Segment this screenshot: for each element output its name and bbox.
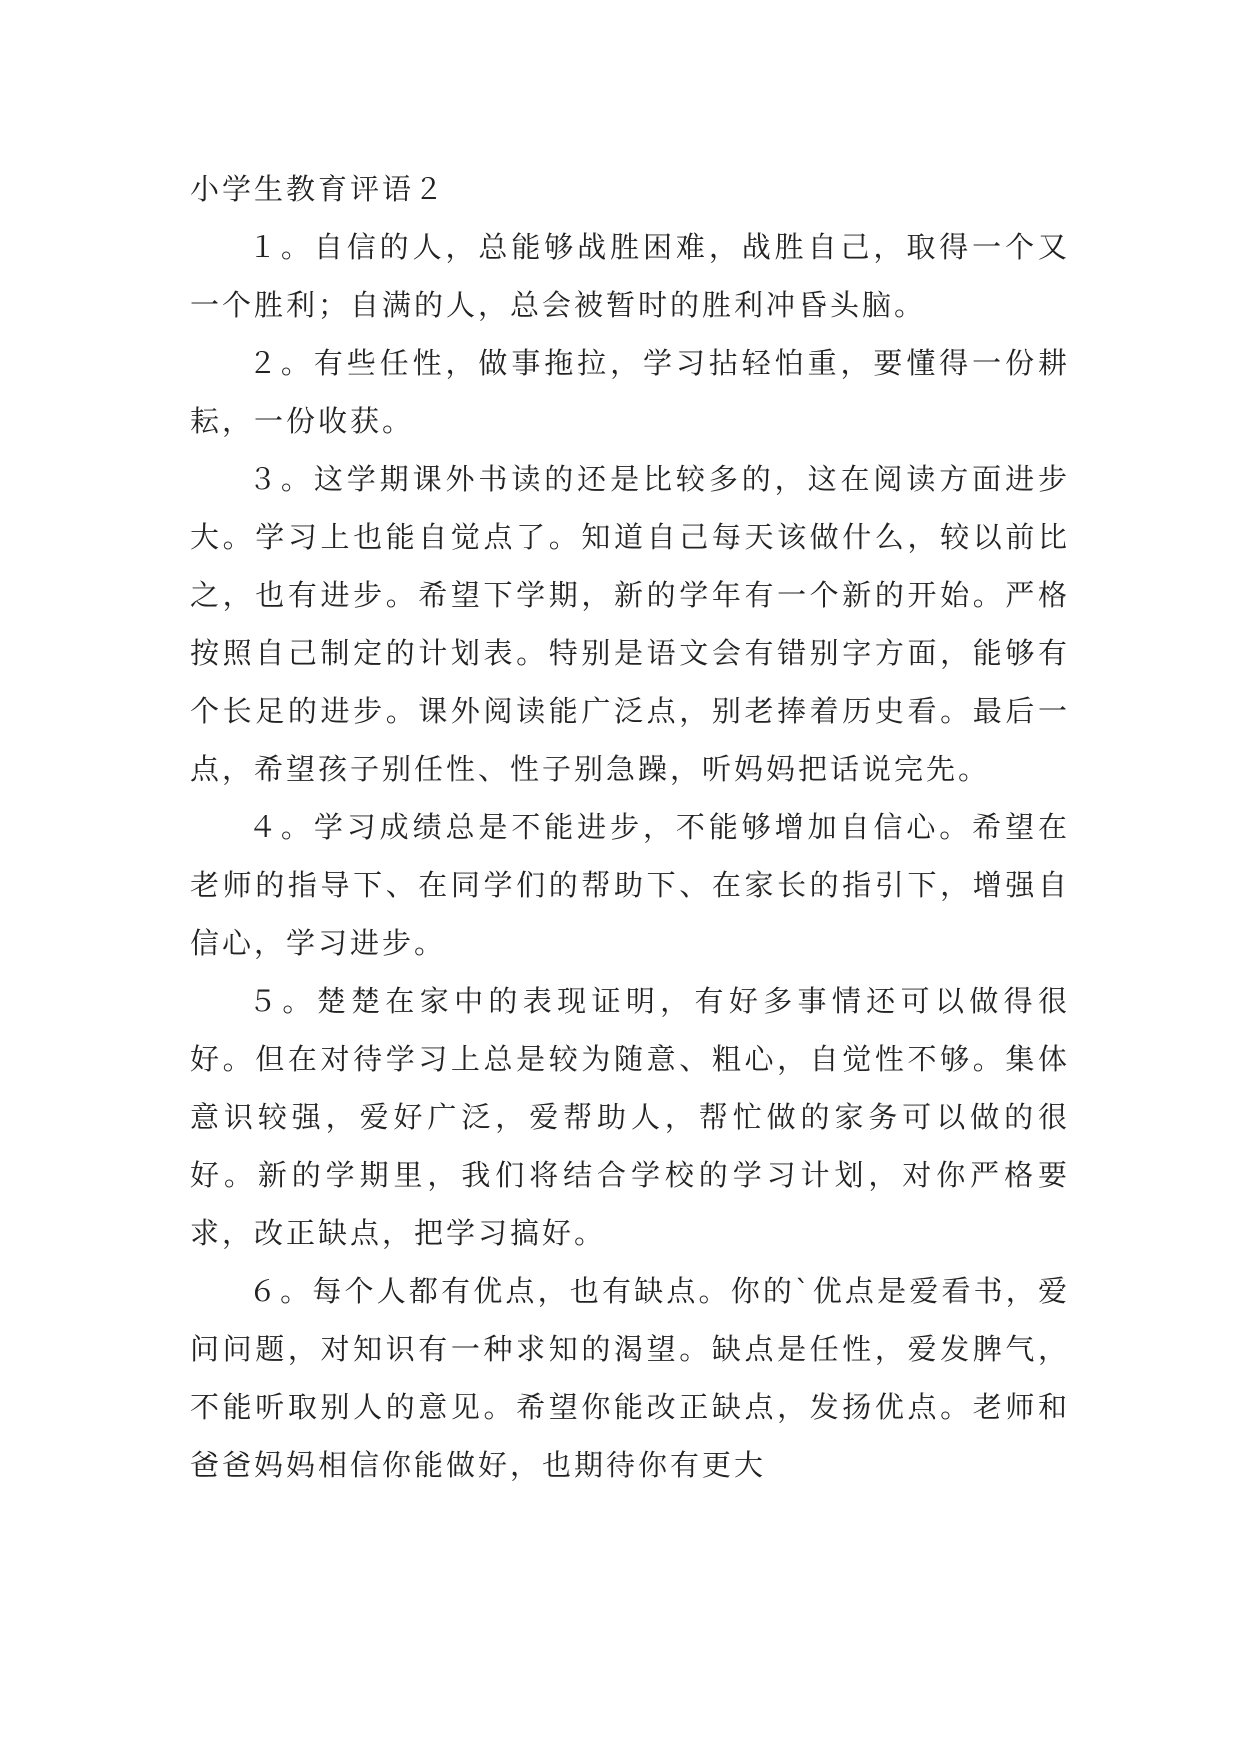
document-body <box>190 160 1070 1494</box>
document-title: 小学生教育评语２ <box>190 172 447 206</box>
comment-paragraph-4: ４。学习成绩总是不能进步，不能够增加自信心。希望在老师的指导下、在同学们的帮助下、在家长的指引下，增强自信心，学习进步。 <box>190 810 1070 960</box>
comment-paragraph-5: ５。楚楚在家中的表现证明，有好多事情还可以做得很好。但在对待学习上总是较为随意、粗心，自觉性不够。集体意识较强，爱好广泛，爱帮助人，帮忙做的家务可以做的很好。新的学期里，我们将结合学校的学习计划，对你严格要求，改正缺点，把学习搞好。 <box>190 984 1070 1250</box>
comment-paragraph-6: ６。每个人都有优点，也有缺点。你的`优点是爱看书，爱问问题，对知识有一种求知的渴望。缺点是任性，爱发脾气，不能听取别人的意见。希望你能改正缺点，发扬优点。老师和爸爸妈妈相信你能做好，也期待你有更大 <box>190 1274 1070 1482</box>
comment-paragraph-2: ２。有些任性，做事拖拉，学习拈轻怕重，要懂得一份耕耘，一份收获。 <box>190 346 1070 438</box>
comment-paragraph-1: １。自信的人，总能够战胜困难，战胜自己，取得一个又一个胜利；自满的人，总会被暂时的胜利冲昏头脑。 <box>190 230 1070 322</box>
comment-paragraph-3: ３。这学期课外书读的还是比较多的，这在阅读方面进步大。学习上也能自觉点了。知道自己每天该做什么，较以前比之，也有进步。希望下学期，新的学年有一个新的开始。严格按照自己制定的计划表。特别是语文会有错别字方面，能够有个长足的进步。课外阅读能广泛点，别老捧着历史看。最后一点，希望孩子别任性、性子别急躁，听妈妈把话说完先。 <box>190 462 1070 786</box>
